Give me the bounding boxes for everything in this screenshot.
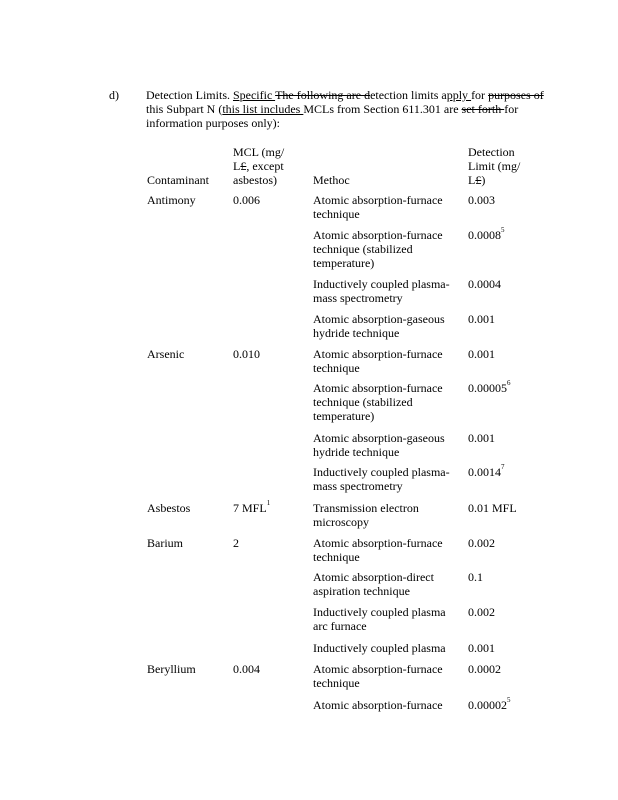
paragraph-segment: The following are d — [275, 88, 371, 102]
detection-limit-cell — [468, 570, 548, 584]
paragraph-segment: pply — [446, 88, 472, 102]
method-cell — [313, 312, 463, 340]
detection-limit-cell — [468, 465, 548, 479]
detection-limit-cell — [468, 312, 548, 326]
method-cell-text: Atomic absorption-gaseous hydride technique — [313, 312, 445, 340]
method-cell — [313, 536, 463, 564]
detection-limit-cell-text: 0.0014 — [468, 465, 501, 479]
contaminant-cell — [147, 193, 229, 207]
header-contaminant: Contaminant — [147, 173, 209, 187]
header-detection-limit — [468, 145, 532, 187]
contaminant-cell — [147, 536, 229, 550]
detection-limit-cell — [468, 536, 548, 550]
footnote-marker: 1 — [266, 499, 271, 507]
method-cell — [313, 193, 463, 221]
method-cell — [313, 605, 463, 633]
method-cell-text: Atomic absorption-furnace technique — [313, 536, 443, 564]
header-dl-unit: L — [468, 173, 476, 187]
paragraph-segment: for information purposes only): — [146, 102, 519, 130]
method-cell-text: Atomic absorption-direct aspiration technique — [313, 570, 434, 598]
mcl-cell — [233, 501, 309, 515]
mcl-cell-text: 0.006 — [233, 193, 260, 207]
detection-limit-cell-text: 0.002 — [468, 536, 495, 550]
detection-limit-cell-text: 0.001 — [468, 641, 495, 655]
mcl-cell — [233, 347, 309, 361]
detection-limit-cell — [468, 277, 548, 291]
paragraph-segment: Detection Limits. — [146, 88, 233, 102]
method-cell-text: Atomic absorption-gaseous hydride technique — [313, 431, 445, 459]
footnote-marker: 6 — [507, 379, 511, 387]
detection-limit-cell — [468, 347, 548, 361]
contaminant-cell-text: Asbestos — [147, 501, 191, 515]
detection-limit-cell — [468, 431, 548, 445]
mcl-cell-text: 0.004 — [233, 662, 260, 676]
detection-limit-cell-text: 0.00005 — [468, 381, 507, 395]
method-cell-text: Inductively coupled plasma arc furnace — [313, 605, 446, 633]
footnote-marker: 5 — [507, 696, 511, 704]
detection-limit-cell-text: 0.0002 — [468, 662, 501, 676]
mcl-cell-text: 0.010 — [233, 347, 260, 361]
contaminant-cell-text: Beryllium — [147, 662, 196, 676]
detection-limit-cell-text: 0.001 — [468, 312, 495, 326]
header-mcl-note: , except asbestos) — [233, 159, 284, 187]
mcl-cell-text: 2 — [233, 536, 239, 550]
contaminant-cell-text: Barium — [147, 536, 183, 550]
header-method: Methoc — [313, 173, 350, 187]
method-cell — [313, 465, 463, 493]
detection-limit-cell — [468, 381, 548, 395]
detection-limit-cell — [468, 698, 548, 712]
header-mcl-struck: £ — [240, 159, 247, 173]
detection-limit-cell-text: 0.002 — [468, 605, 495, 619]
method-cell-text: Atomic absorption-furnace — [313, 698, 443, 712]
detection-limit-cell-text: 0.003 — [468, 193, 495, 207]
contaminant-cell — [147, 347, 229, 361]
mcl-cell — [233, 536, 309, 550]
mcl-cell-text: 7 MFL — [233, 501, 267, 515]
header-mcl-text: MCL (mg/ — [233, 145, 285, 159]
method-cell-text: Atomic absorption-furnace technique (stabilized temperature) — [313, 381, 443, 423]
method-cell-text: Atomic absorption-furnace technique — [313, 662, 443, 690]
detection-limit-cell — [468, 228, 548, 242]
paragraph-segment: MCLs from Section 611.301 are — [303, 102, 462, 116]
method-cell — [313, 698, 463, 712]
header-dl-close: ) — [481, 173, 486, 187]
paragraph-segment: set forth — [461, 102, 505, 116]
header-dl-struck: £ — [475, 173, 482, 187]
mcl-cell — [233, 193, 309, 207]
detection-limit-cell-text: 0.001 — [468, 347, 495, 361]
method-cell-text: Inductively coupled plasma-mass spectrometry — [313, 465, 450, 493]
detection-limit-cell-text: 0.0004 — [468, 277, 501, 291]
method-cell-text: Inductively coupled plasma — [313, 641, 446, 655]
method-cell — [313, 431, 463, 459]
detection-limit-cell-text: 0.01 MFL — [468, 501, 517, 515]
method-cell — [313, 641, 463, 655]
contaminant-cell-text: Antimony — [147, 193, 196, 207]
paragraph-segment: for — [471, 88, 489, 102]
mcl-cell — [233, 662, 309, 676]
header-mcl — [233, 145, 293, 187]
footnote-marker: 7 — [501, 463, 505, 471]
section-label: d) — [109, 88, 119, 102]
detection-limit-cell — [468, 662, 548, 676]
header-mcl-unit: L — [233, 159, 241, 173]
detection-limit-cell — [468, 605, 548, 619]
paragraph-segment: purposes of — [488, 88, 544, 102]
detection-limit-cell-text: 0.1 — [468, 570, 483, 584]
method-cell — [313, 381, 463, 423]
method-cell-text: Atomic absorption-furnace technique (stabilized temperature) — [313, 228, 443, 270]
method-cell-text: Inductively coupled plasma-mass spectrometry — [313, 277, 450, 305]
contaminant-cell-text: Arsenic — [147, 347, 185, 361]
contaminant-cell — [147, 662, 229, 676]
intro-paragraph — [146, 88, 546, 130]
method-cell-text: Atomic absorption-furnace technique — [313, 347, 443, 375]
method-cell — [313, 501, 463, 529]
detection-limit-cell-text: 0.00002 — [468, 698, 507, 712]
header-dl-text: Detection Limit (mg/ — [468, 145, 521, 173]
paragraph-segment: this list includes — [222, 102, 304, 116]
method-cell — [313, 570, 463, 598]
detection-limit-cell-text: 0.001 — [468, 431, 495, 445]
method-cell — [313, 662, 463, 690]
method-cell — [313, 277, 463, 305]
paragraph-segment: this Subpart N ( — [146, 102, 223, 116]
method-cell-text: Transmission electron microscopy — [313, 501, 419, 529]
paragraph-segment: etection limits a — [370, 88, 447, 102]
detection-limit-cell — [468, 501, 548, 515]
paragraph-segment: Specific — [232, 88, 276, 102]
detection-limit-cell — [468, 641, 548, 655]
footnote-marker: 5 — [501, 226, 505, 234]
contaminant-cell — [147, 501, 229, 515]
method-cell-text: Atomic absorption-furnace technique — [313, 193, 443, 221]
detection-limit-cell — [468, 193, 548, 207]
detection-limit-cell-text: 0.0008 — [468, 228, 501, 242]
method-cell — [313, 228, 463, 270]
method-cell — [313, 347, 463, 375]
